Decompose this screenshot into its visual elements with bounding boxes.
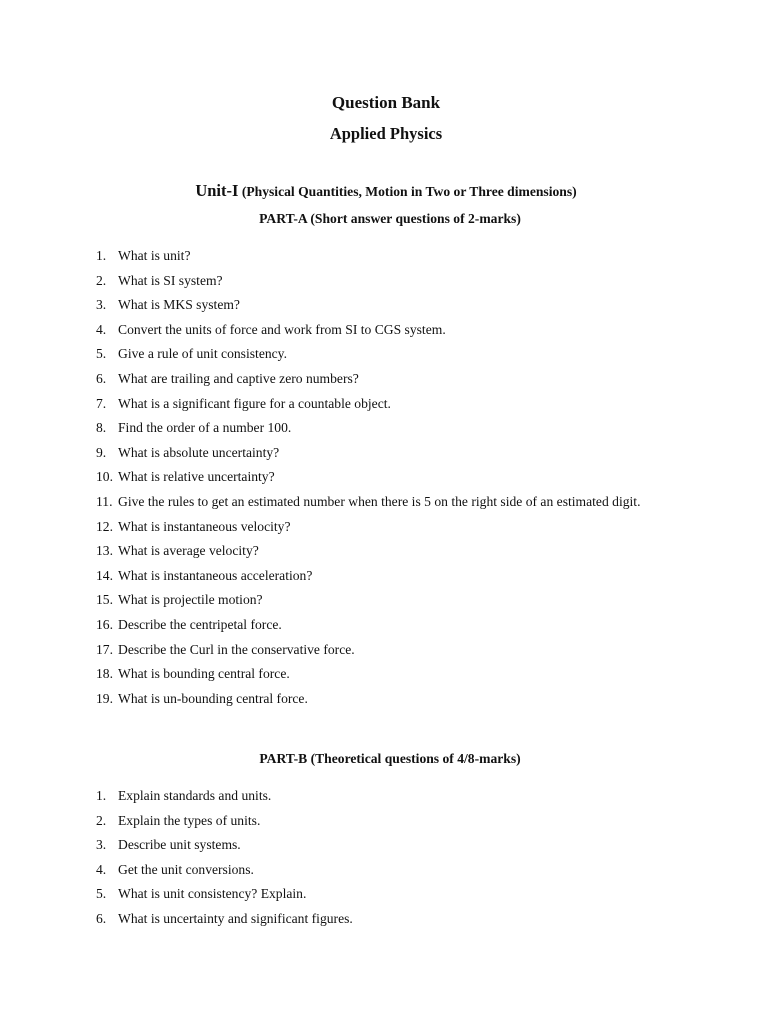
- question-text: What is un-bounding central force.: [118, 690, 308, 706]
- question-number: 12.: [96, 518, 113, 534]
- question-number: 6.: [96, 910, 107, 926]
- question-text: Describe the Curl in the conservative force.: [118, 641, 355, 657]
- question-text: Explain the types of units.: [118, 812, 261, 828]
- question-number: 14.: [96, 567, 113, 583]
- question-text: What is instantaneous velocity?: [118, 518, 291, 534]
- question-number: 18.: [96, 666, 113, 682]
- document-title: Question Bank: [331, 93, 441, 112]
- part-b-heading: PART-B (Theoretical questions of 4/8-marks): [259, 751, 521, 766]
- question-text: Get the unit conversions.: [118, 861, 254, 877]
- question-number: 4.: [96, 861, 107, 877]
- question-text: What is unit?: [118, 248, 191, 263]
- unit-heading: [0, 181, 768, 201]
- question-text: What is uncertainty and significant figures.: [118, 910, 353, 926]
- question-text: What is SI system?: [118, 272, 223, 288]
- question-number: 10.: [96, 469, 113, 485]
- question-text: What is average velocity?: [118, 543, 259, 559]
- question-number: 4.: [96, 321, 107, 337]
- question-text: Give the rules to get an estimated number when there is 5 on the right side of an estimated digit.: [118, 493, 641, 509]
- subject-title: Applied Physics: [329, 124, 443, 143]
- unit-name: Unit-I: [195, 181, 239, 200]
- question-text: What is projectile motion?: [118, 592, 263, 608]
- question-text: Convert the units of force and work from SI to CGS system.: [118, 321, 446, 337]
- question-number: 1.: [96, 788, 107, 803]
- question-number: 9.: [96, 444, 107, 460]
- question-text: What is a significant figure for a countable object.: [118, 395, 391, 411]
- question-text: Find the order of a number 100.: [118, 420, 292, 436]
- question-number: 6.: [96, 370, 107, 386]
- question-text: Describe unit systems.: [118, 837, 241, 853]
- question-text: What is bounding central force.: [118, 666, 290, 682]
- question-text: Explain standards and units.: [118, 788, 272, 803]
- question-number: 1.: [96, 248, 107, 263]
- question-text: Describe the centripetal force.: [118, 616, 282, 632]
- question-text: What is MKS system?: [118, 297, 240, 313]
- question-text: Give a rule of unit consistency.: [118, 346, 287, 362]
- question-number: 8.: [96, 420, 107, 436]
- question-number: 15.: [96, 592, 113, 608]
- question-text: What is absolute uncertainty?: [118, 444, 280, 460]
- unit-topic: (Physical Quantities, Motion in Two or Three dimensions): [241, 184, 577, 199]
- question-text: What is instantaneous acceleration?: [118, 567, 313, 583]
- question-number: 3.: [96, 297, 107, 313]
- question-number: 13.: [96, 543, 113, 559]
- question-number: 19.: [96, 690, 113, 706]
- question-text: What are trailing and captive zero numbers?: [118, 370, 359, 386]
- question-text: What is relative uncertainty?: [118, 469, 275, 485]
- question-number: 17.: [96, 641, 113, 657]
- question-number: 7.: [96, 395, 107, 411]
- question-number: 3.: [96, 837, 107, 853]
- question-number: 5.: [96, 886, 107, 902]
- question-text: What is unit consistency? Explain.: [118, 886, 307, 902]
- question-number: 16.: [96, 616, 113, 632]
- part-a-heading: PART-A (Short answer questions of 2-marks): [259, 211, 521, 226]
- question-number: 5.: [96, 346, 107, 362]
- question-number: 2.: [96, 272, 107, 288]
- question-number: 2.: [96, 812, 107, 828]
- question-number: 11.: [96, 493, 113, 509]
